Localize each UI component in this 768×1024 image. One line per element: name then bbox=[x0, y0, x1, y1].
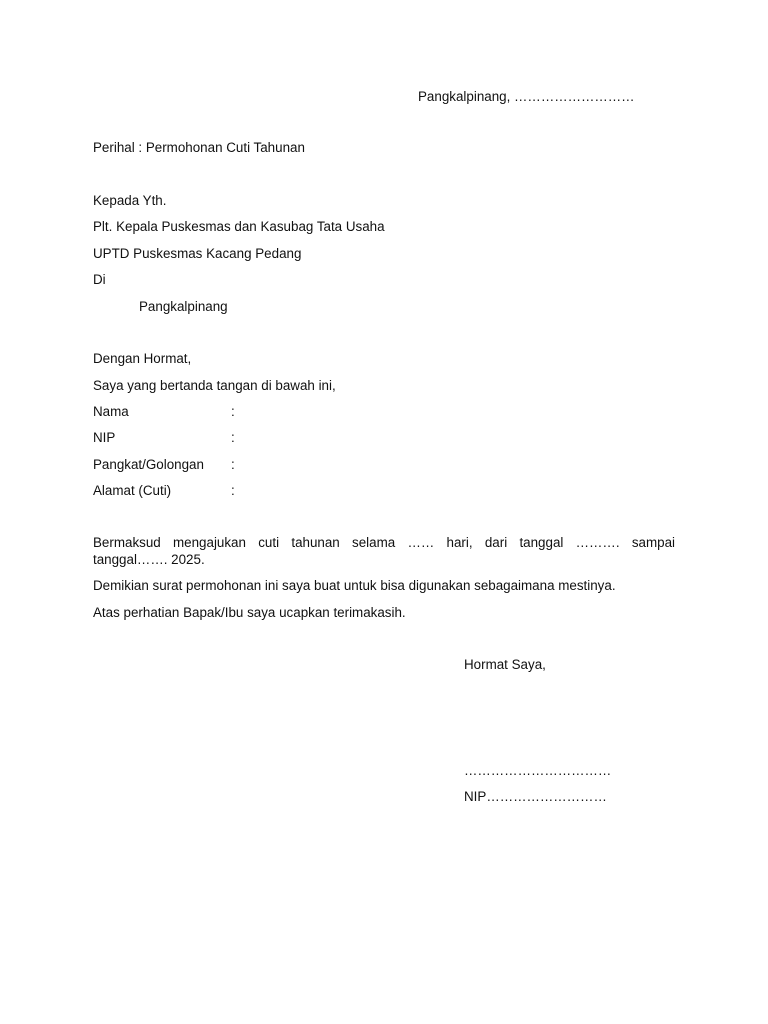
field-label: Nama bbox=[93, 404, 129, 419]
opening-salutation: Dengan Hormat, bbox=[93, 351, 192, 366]
recipient-greeting: Kepada Yth. bbox=[93, 193, 167, 208]
field-colon: : bbox=[231, 404, 235, 419]
recipient-institution: UPTD Puskesmas Kacang Pedang bbox=[93, 246, 302, 261]
field-label: NIP bbox=[93, 430, 116, 445]
field-label: Pangkat/Golongan bbox=[93, 457, 204, 472]
body-paragraph-line1: Bermaksud mengajukan cuti tahunan selama …… hari, dari tanggal ………. sampai bbox=[93, 535, 675, 550]
subject-line: Perihal : Permohonan Cuti Tahunan bbox=[93, 140, 305, 155]
intro-sentence: Saya yang bertanda tangan di bawah ini, bbox=[93, 378, 336, 393]
body-paragraph-line2: tanggal……. 2025. bbox=[93, 552, 205, 567]
thanks-statement: Atas perhatian Bapak/Ibu saya ucapkan terimakasih. bbox=[93, 605, 406, 620]
field-colon: : bbox=[231, 430, 235, 445]
field-label: Alamat (Cuti) bbox=[93, 483, 172, 498]
signature-nip-line: NIP……………………… bbox=[464, 789, 607, 804]
field-colon: : bbox=[231, 457, 235, 472]
recipient-title: Plt. Kepala Puskesmas dan Kasubag Tata Usaha bbox=[93, 219, 385, 234]
field-colon: : bbox=[231, 483, 235, 498]
signature-name-line: …………………………… bbox=[464, 763, 612, 778]
recipient-city: Pangkalpinang bbox=[139, 299, 228, 314]
place-date: Pangkalpinang, ……………………… bbox=[418, 89, 635, 104]
signature-regards: Hormat Saya, bbox=[464, 657, 546, 672]
closing-statement: Demikian surat permohonan ini saya buat untuk bisa digunakan sebagaimana mestinya. bbox=[93, 578, 616, 593]
recipient-di: Di bbox=[93, 272, 106, 287]
